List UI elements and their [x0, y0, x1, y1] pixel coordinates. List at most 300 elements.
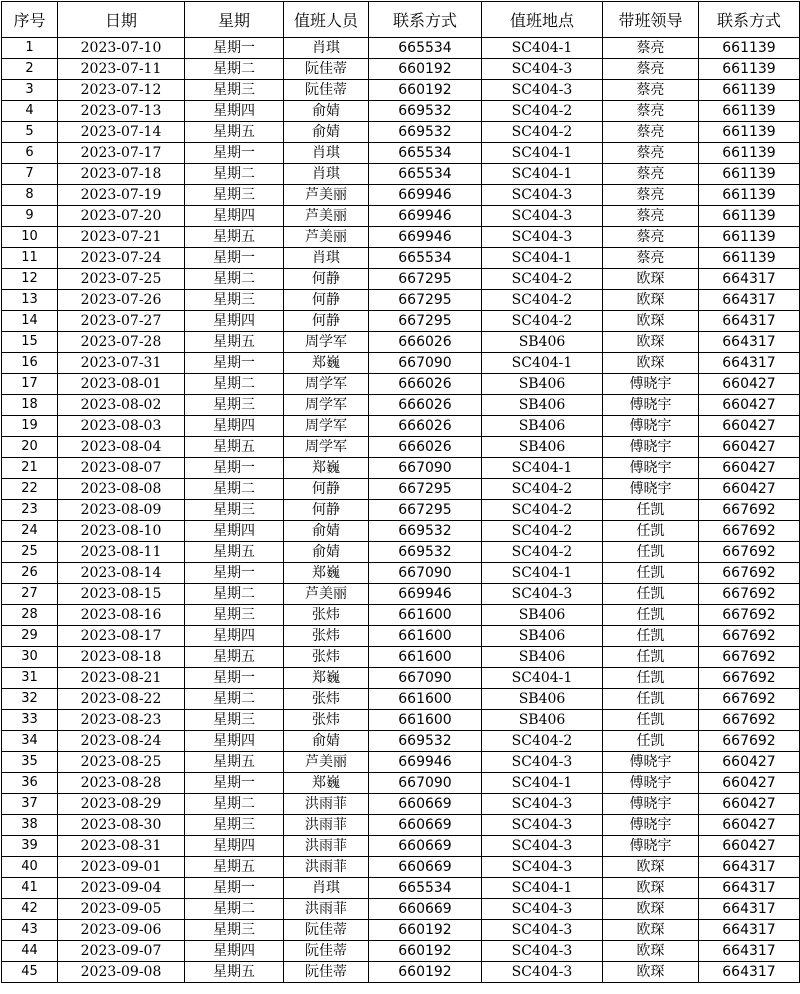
cell-staff-phone: 660192 [369, 920, 482, 941]
cell-staff-phone: 665534 [369, 143, 482, 164]
cell-leader-phone: 661139 [699, 248, 800, 269]
cell-date: 2023-08-02 [58, 395, 185, 416]
cell-staff: 郑巍 [284, 668, 369, 689]
cell-leader: 欧琛 [603, 353, 699, 374]
table-row [2, 437, 800, 458]
cell-seq: 11 [2, 248, 58, 269]
cell-staff: 周学军 [284, 374, 369, 395]
cell-staff-phone: 667295 [369, 269, 482, 290]
cell-staff: 何静 [284, 290, 369, 311]
cell-leader: 蔡亮 [603, 59, 699, 80]
cell-staff: 郑巍 [284, 773, 369, 794]
cell-leader: 任凯 [603, 605, 699, 626]
cell-date: 2023-07-27 [58, 311, 185, 332]
cell-staff: 洪雨菲 [284, 857, 369, 878]
table-row [2, 374, 800, 395]
cell-seq: 8 [2, 185, 58, 206]
cell-staff: 阮佳蒂 [284, 59, 369, 80]
cell-leader: 傅晓宇 [603, 773, 699, 794]
cell-leader-phone: 664317 [699, 920, 800, 941]
cell-leader: 傅晓宇 [603, 416, 699, 437]
cell-leader-phone: 664317 [699, 290, 800, 311]
cell-location: SB406 [482, 689, 603, 710]
header-location: 值班地点 [482, 2, 603, 38]
cell-location: SB406 [482, 605, 603, 626]
cell-leader-phone: 667692 [699, 605, 800, 626]
cell-seq: 25 [2, 542, 58, 563]
cell-weekday: 星期二 [185, 269, 284, 290]
cell-date: 2023-08-04 [58, 437, 185, 458]
cell-staff-phone: 665534 [369, 38, 482, 59]
cell-location: SB406 [482, 626, 603, 647]
table-row [2, 563, 800, 584]
cell-leader-phone: 667692 [699, 710, 800, 731]
cell-date: 2023-09-07 [58, 941, 185, 962]
cell-staff: 肖琪 [284, 164, 369, 185]
cell-staff: 俞婧 [284, 101, 369, 122]
header-date: 日期 [58, 2, 185, 38]
cell-staff: 何静 [284, 269, 369, 290]
cell-weekday: 星期五 [185, 542, 284, 563]
cell-staff: 张炜 [284, 689, 369, 710]
header-weekday: 星期 [185, 2, 284, 38]
cell-seq: 40 [2, 857, 58, 878]
cell-staff: 洪雨菲 [284, 815, 369, 836]
table-row [2, 185, 800, 206]
table-row [2, 731, 800, 752]
cell-leader: 蔡亮 [603, 101, 699, 122]
cell-seq: 43 [2, 920, 58, 941]
table-row [2, 248, 800, 269]
table-row [2, 836, 800, 857]
table-row [2, 143, 800, 164]
cell-seq: 45 [2, 962, 58, 983]
cell-date: 2023-09-04 [58, 878, 185, 899]
cell-staff-phone: 661600 [369, 626, 482, 647]
cell-location: SC404-1 [482, 458, 603, 479]
cell-staff-phone: 669946 [369, 185, 482, 206]
cell-location: SC404-1 [482, 878, 603, 899]
cell-location: SC404-2 [482, 542, 603, 563]
cell-weekday: 星期一 [185, 563, 284, 584]
cell-staff-phone: 669532 [369, 101, 482, 122]
cell-leader: 傅晓宇 [603, 815, 699, 836]
cell-staff: 俞婧 [284, 731, 369, 752]
cell-date: 2023-07-28 [58, 332, 185, 353]
cell-staff: 何静 [284, 311, 369, 332]
cell-date: 2023-07-19 [58, 185, 185, 206]
cell-location: SC404-3 [482, 815, 603, 836]
cell-date: 2023-08-07 [58, 458, 185, 479]
cell-leader-phone: 660427 [699, 437, 800, 458]
cell-date: 2023-08-18 [58, 647, 185, 668]
cell-staff-phone: 667090 [369, 458, 482, 479]
table-row [2, 794, 800, 815]
cell-date: 2023-08-08 [58, 479, 185, 500]
cell-staff: 张炜 [284, 710, 369, 731]
cell-location: SC404-2 [482, 122, 603, 143]
cell-staff-phone: 660192 [369, 80, 482, 101]
cell-date: 2023-08-03 [58, 416, 185, 437]
cell-seq: 44 [2, 941, 58, 962]
cell-location: SC404-1 [482, 773, 603, 794]
cell-leader: 傅晓宇 [603, 395, 699, 416]
cell-staff-phone: 669532 [369, 542, 482, 563]
cell-seq: 34 [2, 731, 58, 752]
cell-date: 2023-09-08 [58, 962, 185, 983]
cell-staff: 周学军 [284, 416, 369, 437]
cell-location: SC404-3 [482, 185, 603, 206]
cell-staff: 阮佳蒂 [284, 920, 369, 941]
cell-leader-phone: 667692 [699, 584, 800, 605]
cell-leader-phone: 667692 [699, 689, 800, 710]
cell-date: 2023-08-24 [58, 731, 185, 752]
cell-weekday: 星期一 [185, 248, 284, 269]
cell-leader: 欧琛 [603, 941, 699, 962]
cell-weekday: 星期四 [185, 836, 284, 857]
cell-leader-phone: 661139 [699, 206, 800, 227]
cell-seq: 41 [2, 878, 58, 899]
cell-date: 2023-07-25 [58, 269, 185, 290]
cell-staff: 肖琪 [284, 38, 369, 59]
cell-location: SC404-1 [482, 353, 603, 374]
cell-seq: 9 [2, 206, 58, 227]
cell-staff-phone: 666026 [369, 332, 482, 353]
cell-staff-phone: 661600 [369, 710, 482, 731]
cell-seq: 1 [2, 38, 58, 59]
cell-date: 2023-08-10 [58, 521, 185, 542]
cell-staff: 芦美丽 [284, 185, 369, 206]
table-row [2, 647, 800, 668]
table-row [2, 542, 800, 563]
cell-weekday: 星期四 [185, 941, 284, 962]
table-row [2, 101, 800, 122]
cell-date: 2023-08-29 [58, 794, 185, 815]
cell-leader: 蔡亮 [603, 185, 699, 206]
cell-leader-phone: 664317 [699, 857, 800, 878]
cell-weekday: 星期四 [185, 311, 284, 332]
cell-location: SC404-3 [482, 227, 603, 248]
cell-leader-phone: 661139 [699, 80, 800, 101]
cell-leader-phone: 660427 [699, 479, 800, 500]
table-row [2, 962, 800, 983]
cell-leader: 蔡亮 [603, 80, 699, 101]
cell-weekday: 星期二 [185, 584, 284, 605]
cell-staff-phone: 667295 [369, 290, 482, 311]
cell-weekday: 星期三 [185, 290, 284, 311]
cell-weekday: 星期四 [185, 101, 284, 122]
cell-seq: 37 [2, 794, 58, 815]
table-row [2, 332, 800, 353]
cell-weekday: 星期一 [185, 38, 284, 59]
cell-location: SB406 [482, 332, 603, 353]
cell-date: 2023-07-21 [58, 227, 185, 248]
cell-location: SC404-3 [482, 584, 603, 605]
cell-staff-phone: 667295 [369, 500, 482, 521]
cell-staff-phone: 660192 [369, 59, 482, 80]
cell-leader-phone: 664317 [699, 311, 800, 332]
cell-leader-phone: 667692 [699, 563, 800, 584]
cell-leader-phone: 661139 [699, 122, 800, 143]
cell-weekday: 星期一 [185, 878, 284, 899]
cell-weekday: 星期二 [185, 689, 284, 710]
cell-seq: 36 [2, 773, 58, 794]
cell-location: SC404-3 [482, 206, 603, 227]
cell-weekday: 星期五 [185, 332, 284, 353]
cell-leader: 任凯 [603, 500, 699, 521]
cell-location: SC404-1 [482, 563, 603, 584]
cell-weekday: 星期三 [185, 395, 284, 416]
table-row [2, 752, 800, 773]
cell-weekday: 星期四 [185, 731, 284, 752]
cell-weekday: 星期五 [185, 962, 284, 983]
cell-location: SC404-1 [482, 164, 603, 185]
cell-staff-phone: 660192 [369, 962, 482, 983]
cell-leader: 任凯 [603, 710, 699, 731]
table-row [2, 878, 800, 899]
cell-weekday: 星期三 [185, 80, 284, 101]
cell-staff: 俞婧 [284, 542, 369, 563]
header-row [2, 2, 800, 38]
cell-leader: 傅晓宇 [603, 458, 699, 479]
cell-staff-phone: 669532 [369, 122, 482, 143]
cell-leader-phone: 660427 [699, 815, 800, 836]
table-row [2, 626, 800, 647]
cell-location: SC404-2 [482, 731, 603, 752]
cell-location: SC404-2 [482, 479, 603, 500]
cell-leader: 欧琛 [603, 269, 699, 290]
cell-staff-phone: 660669 [369, 836, 482, 857]
table-row [2, 479, 800, 500]
cell-staff-phone: 665534 [369, 248, 482, 269]
cell-weekday: 星期二 [185, 59, 284, 80]
cell-leader: 傅晓宇 [603, 479, 699, 500]
cell-staff: 芦美丽 [284, 584, 369, 605]
cell-date: 2023-09-01 [58, 857, 185, 878]
cell-date: 2023-08-23 [58, 710, 185, 731]
header-leader-phone: 联系方式 [699, 2, 800, 38]
cell-leader-phone: 667692 [699, 542, 800, 563]
cell-date: 2023-07-14 [58, 122, 185, 143]
cell-date: 2023-07-18 [58, 164, 185, 185]
cell-leader-phone: 660427 [699, 458, 800, 479]
cell-leader: 傅晓宇 [603, 794, 699, 815]
cell-leader: 傅晓宇 [603, 836, 699, 857]
table-row [2, 38, 800, 59]
cell-staff: 芦美丽 [284, 206, 369, 227]
cell-staff-phone: 667090 [369, 563, 482, 584]
table-row [2, 899, 800, 920]
cell-weekday: 星期三 [185, 815, 284, 836]
table-row [2, 395, 800, 416]
cell-staff-phone: 661600 [369, 689, 482, 710]
cell-date: 2023-07-24 [58, 248, 185, 269]
cell-leader-phone: 660427 [699, 836, 800, 857]
cell-date: 2023-09-06 [58, 920, 185, 941]
cell-date: 2023-08-09 [58, 500, 185, 521]
table-row [2, 80, 800, 101]
cell-leader-phone: 661139 [699, 101, 800, 122]
cell-leader: 蔡亮 [603, 206, 699, 227]
cell-seq: 2 [2, 59, 58, 80]
cell-staff: 周学军 [284, 395, 369, 416]
cell-leader: 任凯 [603, 689, 699, 710]
cell-staff: 芦美丽 [284, 752, 369, 773]
cell-leader-phone: 660427 [699, 752, 800, 773]
cell-leader: 欧琛 [603, 290, 699, 311]
cell-seq: 13 [2, 290, 58, 311]
cell-leader-phone: 664317 [699, 269, 800, 290]
cell-leader: 任凯 [603, 647, 699, 668]
cell-weekday: 星期二 [185, 374, 284, 395]
cell-weekday: 星期三 [185, 710, 284, 731]
cell-leader: 蔡亮 [603, 227, 699, 248]
cell-staff-phone: 667295 [369, 311, 482, 332]
cell-seq: 4 [2, 101, 58, 122]
cell-leader: 欧琛 [603, 878, 699, 899]
cell-location: SC404-3 [482, 941, 603, 962]
cell-location: SC404-1 [482, 143, 603, 164]
cell-leader: 任凯 [603, 542, 699, 563]
cell-weekday: 星期二 [185, 479, 284, 500]
cell-leader-phone: 661139 [699, 59, 800, 80]
cell-leader-phone: 661139 [699, 185, 800, 206]
cell-leader-phone: 661139 [699, 143, 800, 164]
cell-seq: 17 [2, 374, 58, 395]
cell-leader: 欧琛 [603, 332, 699, 353]
cell-weekday: 星期二 [185, 899, 284, 920]
cell-leader: 欧琛 [603, 311, 699, 332]
cell-location: SC404-3 [482, 836, 603, 857]
table-row [2, 458, 800, 479]
table-row [2, 710, 800, 731]
table-row [2, 668, 800, 689]
cell-location: SC404-3 [482, 857, 603, 878]
cell-seq: 31 [2, 668, 58, 689]
cell-location: SB406 [482, 395, 603, 416]
table-row [2, 164, 800, 185]
cell-leader: 任凯 [603, 584, 699, 605]
cell-date: 2023-08-25 [58, 752, 185, 773]
cell-date: 2023-08-31 [58, 836, 185, 857]
cell-seq: 22 [2, 479, 58, 500]
table-body [2, 38, 800, 983]
header-seq: 序号 [2, 2, 58, 38]
cell-date: 2023-08-14 [58, 563, 185, 584]
cell-leader: 蔡亮 [603, 122, 699, 143]
cell-weekday: 星期一 [185, 353, 284, 374]
cell-staff: 何静 [284, 479, 369, 500]
cell-date: 2023-07-12 [58, 80, 185, 101]
cell-leader: 欧琛 [603, 899, 699, 920]
cell-staff-phone: 667090 [369, 353, 482, 374]
cell-weekday: 星期五 [185, 122, 284, 143]
cell-location: SC404-1 [482, 668, 603, 689]
cell-weekday: 星期二 [185, 794, 284, 815]
cell-location: SC404-3 [482, 794, 603, 815]
cell-seq: 3 [2, 80, 58, 101]
table-row [2, 605, 800, 626]
table-row [2, 857, 800, 878]
table-row [2, 59, 800, 80]
cell-staff: 何静 [284, 500, 369, 521]
cell-staff: 周学军 [284, 437, 369, 458]
cell-seq: 5 [2, 122, 58, 143]
cell-date: 2023-08-15 [58, 584, 185, 605]
table-row [2, 227, 800, 248]
table-row [2, 269, 800, 290]
cell-leader: 蔡亮 [603, 164, 699, 185]
cell-leader-phone: 667692 [699, 668, 800, 689]
cell-location: SC404-2 [482, 290, 603, 311]
cell-staff-phone: 667090 [369, 773, 482, 794]
cell-weekday: 星期四 [185, 416, 284, 437]
cell-date: 2023-07-10 [58, 38, 185, 59]
cell-date: 2023-07-20 [58, 206, 185, 227]
cell-date: 2023-08-30 [58, 815, 185, 836]
cell-leader-phone: 667692 [699, 647, 800, 668]
cell-leader-phone: 660427 [699, 773, 800, 794]
cell-staff-phone: 669946 [369, 206, 482, 227]
cell-staff: 洪雨菲 [284, 836, 369, 857]
cell-weekday: 星期四 [185, 206, 284, 227]
header-leader: 带班领导 [603, 2, 699, 38]
cell-leader: 任凯 [603, 563, 699, 584]
cell-date: 2023-07-31 [58, 353, 185, 374]
cell-location: SC404-2 [482, 311, 603, 332]
cell-location: SC404-2 [482, 521, 603, 542]
cell-staff-phone: 660669 [369, 815, 482, 836]
cell-staff: 阮佳蒂 [284, 80, 369, 101]
cell-seq: 19 [2, 416, 58, 437]
cell-staff-phone: 666026 [369, 416, 482, 437]
cell-seq: 21 [2, 458, 58, 479]
cell-location: SC404-3 [482, 752, 603, 773]
cell-leader-phone: 667692 [699, 521, 800, 542]
cell-staff-phone: 669946 [369, 752, 482, 773]
cell-staff: 肖琪 [284, 878, 369, 899]
cell-staff-phone: 661600 [369, 605, 482, 626]
table-row [2, 122, 800, 143]
cell-date: 2023-08-16 [58, 605, 185, 626]
cell-weekday: 星期五 [185, 647, 284, 668]
cell-leader-phone: 664317 [699, 941, 800, 962]
cell-location: SB406 [482, 710, 603, 731]
cell-staff: 俞婧 [284, 521, 369, 542]
table-row [2, 584, 800, 605]
cell-staff: 郑巍 [284, 458, 369, 479]
cell-staff: 张炜 [284, 626, 369, 647]
table-row [2, 521, 800, 542]
cell-leader: 傅晓宇 [603, 374, 699, 395]
cell-leader: 任凯 [603, 521, 699, 542]
table-row [2, 353, 800, 374]
cell-staff: 阮佳蒂 [284, 941, 369, 962]
cell-location: SC404-3 [482, 920, 603, 941]
cell-leader: 任凯 [603, 668, 699, 689]
cell-seq: 38 [2, 815, 58, 836]
cell-staff: 张炜 [284, 647, 369, 668]
cell-staff: 芦美丽 [284, 227, 369, 248]
cell-leader: 蔡亮 [603, 248, 699, 269]
cell-seq: 24 [2, 521, 58, 542]
cell-date: 2023-08-01 [58, 374, 185, 395]
table-row [2, 941, 800, 962]
cell-seq: 27 [2, 584, 58, 605]
cell-seq: 20 [2, 437, 58, 458]
cell-staff-phone: 660669 [369, 899, 482, 920]
table-row [2, 920, 800, 941]
